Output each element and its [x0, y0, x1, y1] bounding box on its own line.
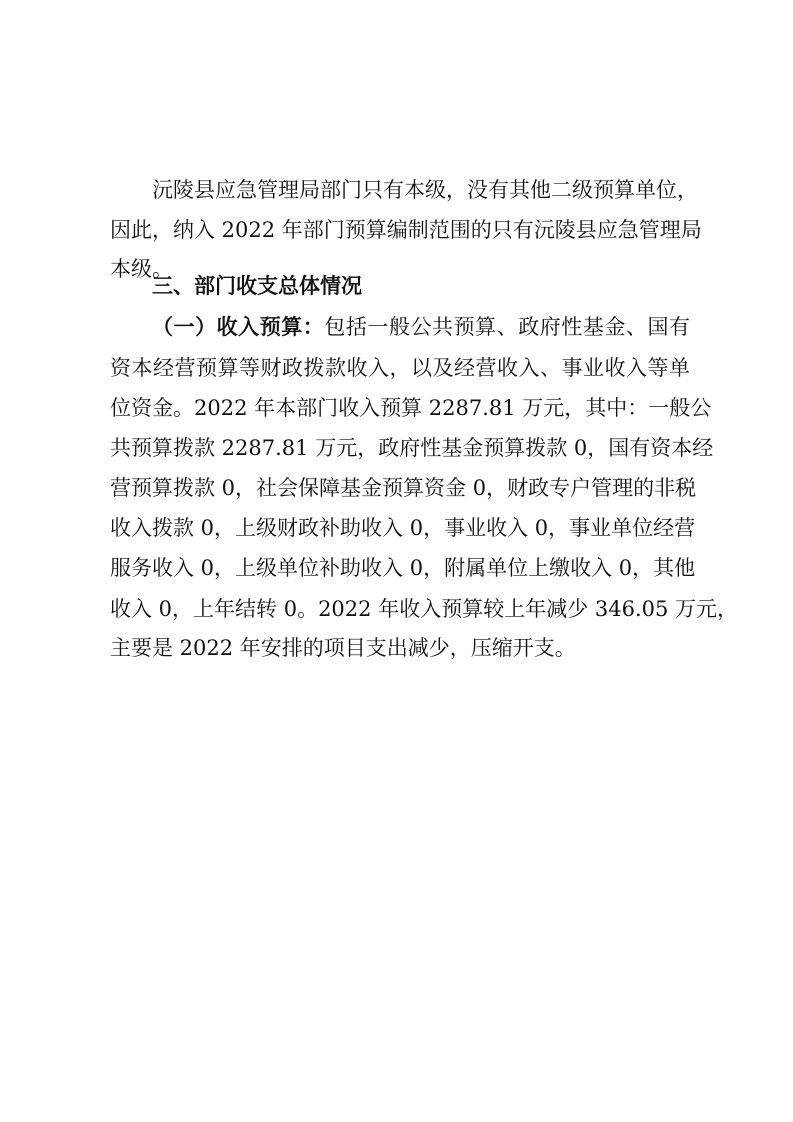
- paragraph-2-line-2: 资本经营预算等财政拨款收入，以及经营收入、事业收入等单: [110, 356, 690, 380]
- paragraph-2-line-7: 服务收入 0，上级单位补助收入 0，附属单位上缴收入 0，其他: [110, 556, 696, 580]
- paragraph-2-first-line-rest: 包括一般公共预算、政府性基金、国有: [324, 315, 691, 339]
- paragraph-1-line-1: 沅陵县应急管理局部门只有本级，没有其他二级预算单位，: [152, 178, 698, 202]
- paragraph-2-line-5: 营预算拨款 0，社会保障基金预算资金 0，财政专户管理的非税: [110, 476, 697, 500]
- section-heading: 三、部门收支总体情况: [152, 274, 362, 298]
- paragraph-2-line-4: 共预算拨款 2287.81 万元，政府性基金预算拨款 0，国有资本经: [110, 436, 714, 460]
- paragraph-2-line-3: 位资金。2022 年本部门收入预算 2287.81 万元，其中：一般公: [110, 396, 712, 420]
- paragraph-2-line-1: [152, 307, 690, 347]
- paragraph-2-line-8: 收入 0，上年结转 0。2022 年收入预算较上年减少 346.05 万元，: [110, 597, 739, 621]
- paragraph-1-line-3: 本级。: [110, 257, 173, 281]
- paragraph-1-line-2: 因此，纳入 2022 年部门预算编制范围的只有沅陵县应急管理局: [110, 218, 702, 242]
- paragraph-2-line-6: 收入拨款 0，上级财政补助收入 0，事业收入 0，事业单位经营: [110, 516, 696, 540]
- paragraph-2-line-9: 主要是 2022 年安排的项目支出减少，压缩开支。: [110, 636, 576, 660]
- paragraph-2-lead: （一）收入预算：: [152, 315, 325, 339]
